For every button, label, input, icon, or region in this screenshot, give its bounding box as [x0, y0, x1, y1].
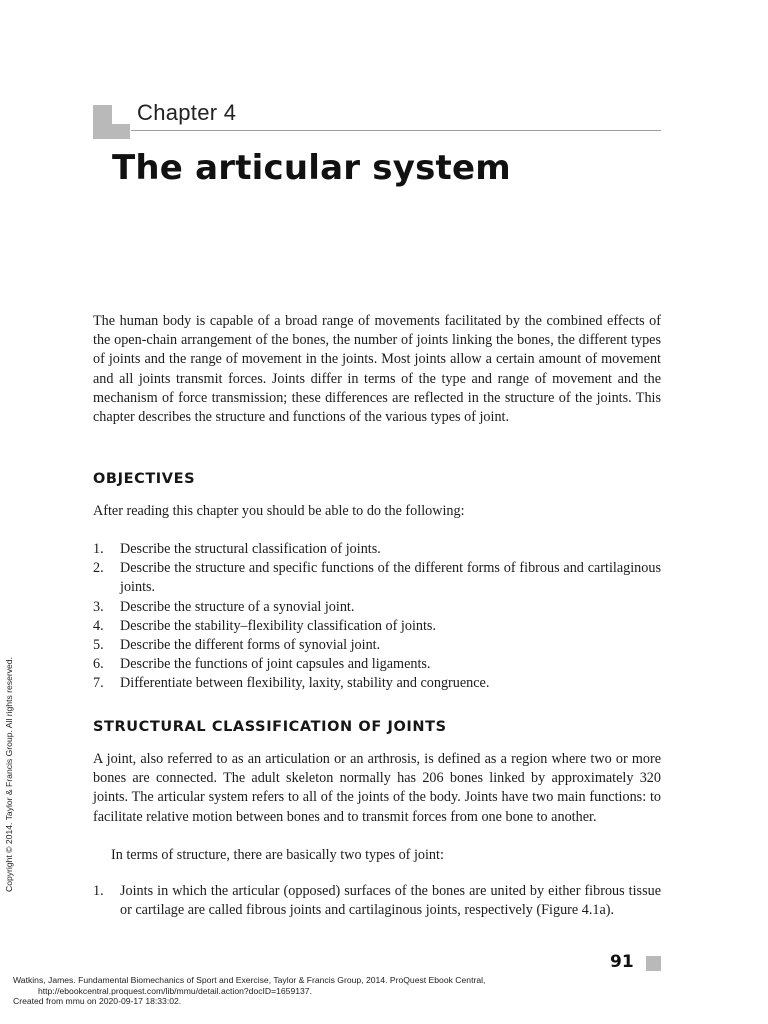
list-number: 4.: [93, 617, 104, 634]
list-text: Differentiate between flexibility, laxity, stability and congruence.: [120, 675, 490, 692]
list-text: Describe the structure of a synovial joint.: [120, 598, 355, 615]
chapter-label: Chapter 4: [137, 100, 237, 125]
list-item: [93, 636, 661, 655]
list-number: 1.: [93, 883, 104, 899]
list-text: Describe the structural classification of joints.: [120, 541, 381, 557]
list-text: Describe the different forms of synovial joint.: [120, 637, 381, 654]
list-number: 5.: [93, 637, 104, 654]
side-copyright: Copyright © 2014. Taylor & Francis Group. All rights reserved.: [4, 657, 14, 892]
list-number: 6.: [93, 656, 104, 673]
list-item: [93, 617, 661, 636]
list-number: 2.: [93, 560, 104, 577]
footer-citation: [13, 975, 485, 1007]
objectives-list: [93, 540, 661, 694]
page-number-block: [646, 956, 661, 971]
list-item: [93, 655, 661, 674]
footer-line: Created from mmu on 2020-09-17 18:33:02.: [13, 996, 182, 1006]
joint-types-list: [93, 882, 661, 920]
list-item: [93, 559, 661, 597]
list-number: 7.: [93, 675, 104, 692]
list-item: [93, 598, 661, 617]
list-item: [93, 674, 661, 693]
objectives-heading: OBJECTIVES: [93, 471, 196, 487]
footer-link[interactable]: http://ebookcentral.proquest.com/lib/mmu/detail.action?docID=1659137.: [38, 985, 312, 996]
intro-paragraph: The human body is capable of a broad range of movements facilitated by the combined effects of the open-chain arrangement of the bones, the number of joints linking the bones, the different types of joints and the range of movement in the joints. Most joints allow a certain amount of movement and all joints transmit forces. Joints differ in terms of the type and range of movement and the mechanism of force transmission; these differences are reflected in the structure of the joints. This chapter describes the structure and functions of the various types of joint.: [93, 313, 661, 426]
list-text: Describe the structure and specific functions of the different forms of fibrous and cartilaginous joints.: [120, 560, 661, 596]
structural-heading: STRUCTURAL CLASSIFICATION OF JOINTS: [93, 719, 447, 735]
list-text: Describe the functions of joint capsules and ligaments.: [120, 656, 431, 673]
list-item: [93, 540, 661, 559]
list-text: Describe the stability–flexibility classification of joints.: [120, 617, 436, 634]
list-number: 3.: [93, 598, 104, 615]
objectives-lead: After reading this chapter you should be able to do the following:: [93, 503, 465, 519]
chapter-rule: [131, 130, 661, 131]
chapter-title: The articular system: [112, 148, 511, 188]
list-number: 1.: [93, 541, 104, 557]
footer-line: Watkins, James. Fundamental Biomechanics of Sport and Exercise, Taylor & Francis Group, 2014. ProQuest Ebook Central,: [13, 975, 486, 985]
list-text: Joints in which the articular (opposed) surfaces of the bones are united by either fibrous tissue or cartilage are called fibrous joints and cartilaginous joints, respectively (Figure 4.1a).: [120, 883, 661, 919]
list-item: [93, 882, 661, 920]
structural-paragraph: A joint, also referred to as an articulation or an arthrosis, is defined as a region where two or more bones are connected. The adult skeleton normally has 206 bones linked by approximately 320 joints. The articular system refers to all of the joints of the body. Joints have two main functions: to facilitate relative motion between bones and to transmit forces from one bone to another.: [93, 751, 661, 825]
page-number: 91: [610, 952, 634, 972]
structural-paragraph-2: In terms of structure, there are basically two types of joint:: [111, 847, 444, 863]
chapter-marker-notch: [112, 105, 130, 124]
